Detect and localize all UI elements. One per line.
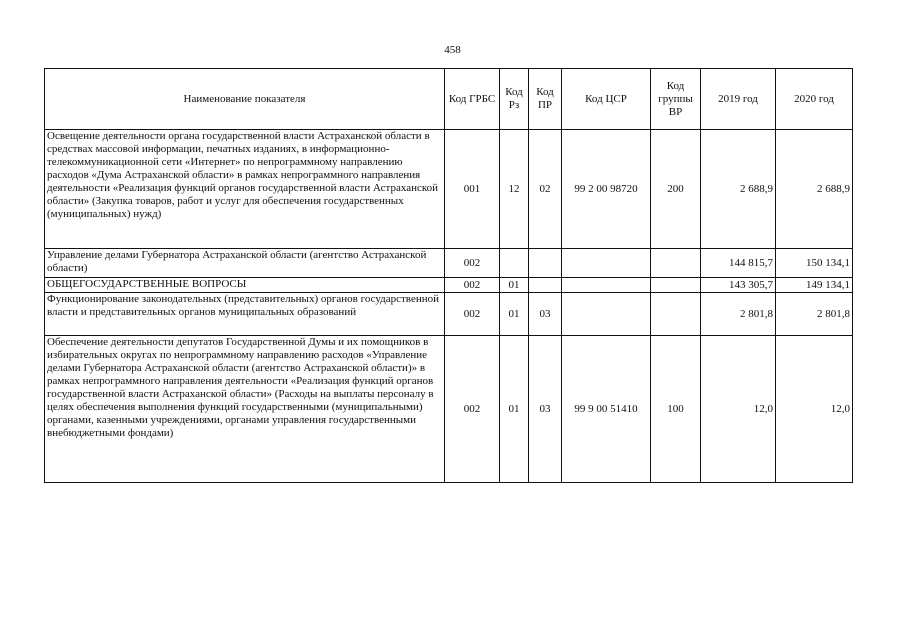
table-row: [45, 293, 853, 336]
row-pr: 02: [529, 130, 562, 249]
row-vr: [651, 249, 701, 278]
row-2019: 2 688,9: [701, 130, 776, 249]
row-csr: [562, 249, 651, 278]
row-name: Функционирование законодательных (представительных) органов государственной власти и представительных органов муниципальных образований: [45, 293, 445, 336]
row-pr: [529, 249, 562, 278]
row-2019: 143 305,7: [701, 278, 776, 293]
row-name: Обеспечение деятельности депутатов Государственной Думы и их помощников в избирательных округах по непрограммному направлению расходов «Управление делами Губернатора Астраханской области (агентство Астраханской области)» в рамках непрограммного направления деятельности «Реализация функций органов государственной власти Астраханской области» (Расходы на выплаты персоналу в целях обеспечения выполнения функций государственными (муниципальными) органами, казенными учреждениями, органами управления государственными внебюджетными фондами): [45, 336, 445, 483]
row-rz: 12: [500, 130, 529, 249]
row-rz: 01: [500, 293, 529, 336]
row-2020: 2 688,9: [776, 130, 853, 249]
row-name: Управление делами Губернатора Астраханской области (агентство Астраханской области): [45, 249, 445, 278]
row-csr: 99 9 00 51410: [562, 336, 651, 483]
row-2020: 149 134,1: [776, 278, 853, 293]
table-row: [45, 336, 853, 483]
header-vr: Код группы ВР: [651, 69, 701, 130]
row-2020: 12,0: [776, 336, 853, 483]
row-grbs: 002: [445, 293, 500, 336]
row-grbs: 002: [445, 249, 500, 278]
table-header-row: [45, 69, 853, 130]
row-csr: 99 2 00 98720: [562, 130, 651, 249]
row-vr: [651, 293, 701, 336]
row-rz: 01: [500, 336, 529, 483]
header-2019: 2019 год: [701, 69, 776, 130]
row-2019: 2 801,8: [701, 293, 776, 336]
row-name: Освещение деятельности органа государственной власти Астраханской области в средствах массовой информации, печатных изданиях, в информационно-телекоммуникационной сети «Интернет» по непрограммному направлению расходов «Дума Астраханской области» в рамках непрограммного направления деятельности «Реализация функций органов государственной власти Астраханской области» (Закупка товаров, работ и услуг для обеспечения государственных (муниципальных) нужд): [45, 130, 445, 249]
row-rz: [500, 249, 529, 278]
header-csr: Код ЦСР: [562, 69, 651, 130]
row-2020: 150 134,1: [776, 249, 853, 278]
row-csr: [562, 293, 651, 336]
table-row: [45, 130, 853, 249]
page-number: 458: [444, 44, 461, 56]
row-grbs: 002: [445, 336, 500, 483]
row-name: ОБЩЕГОСУДАРСТВЕННЫЕ ВОПРОСЫ: [45, 278, 445, 293]
row-csr: [562, 278, 651, 293]
header-pr: Код ПР: [529, 69, 562, 130]
row-grbs: 001: [445, 130, 500, 249]
header-2020: 2020 год: [776, 69, 853, 130]
row-pr: 03: [529, 336, 562, 483]
table-row: [45, 249, 853, 278]
row-2020: 2 801,8: [776, 293, 853, 336]
header-name: Наименование показателя: [45, 69, 445, 130]
row-2019: 12,0: [701, 336, 776, 483]
row-grbs: 002: [445, 278, 500, 293]
row-vr: 200: [651, 130, 701, 249]
header-rz: Код Рз: [500, 69, 529, 130]
row-vr: 100: [651, 336, 701, 483]
row-rz: 01: [500, 278, 529, 293]
row-pr: [529, 278, 562, 293]
table-row: [45, 278, 853, 293]
row-2019: 144 815,7: [701, 249, 776, 278]
header-grbs: Код ГРБС: [445, 69, 500, 130]
row-pr: 03: [529, 293, 562, 336]
budget-table: [44, 68, 853, 483]
row-vr: [651, 278, 701, 293]
